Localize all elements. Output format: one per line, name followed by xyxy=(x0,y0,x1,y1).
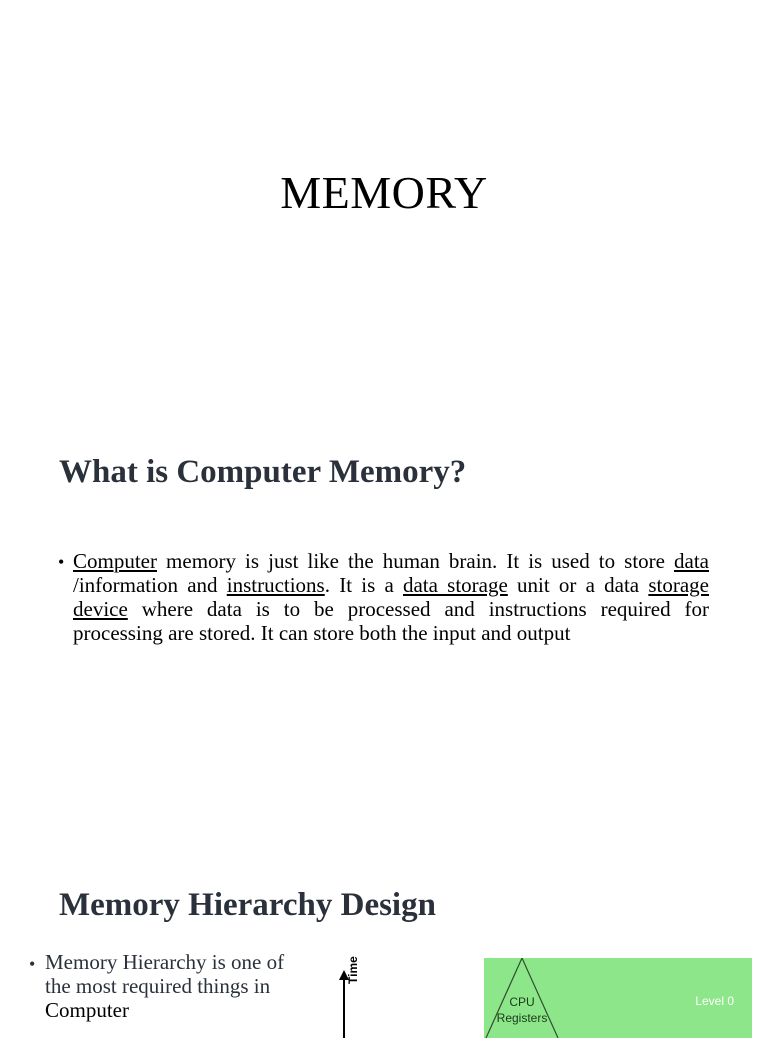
pyramid-level-number: Level 0 xyxy=(695,994,734,1008)
bullet-text xyxy=(45,950,285,1022)
link-computer[interactable]: Computer xyxy=(73,549,157,573)
bullet-marker: • xyxy=(29,954,36,974)
bullet-marker: • xyxy=(58,552,65,572)
link-data[interactable]: data xyxy=(674,549,709,573)
link-data-storage[interactable]: data storage xyxy=(402,573,508,597)
arrow-label: Time xyxy=(346,956,360,984)
bullet-text-part: Computer xyxy=(45,998,129,1022)
slide-memory-hierarchy xyxy=(0,860,768,1024)
slide-heading: Memory Hierarchy Design xyxy=(59,887,436,923)
paragraph-text: /information and xyxy=(73,573,227,597)
slide-heading: What is Computer Memory? xyxy=(59,454,467,490)
link-instructions[interactable]: instructions xyxy=(226,573,325,597)
bullet-text-part: Memory Hierarchy is one of the most required things in xyxy=(45,950,285,998)
hierarchy-pyramid xyxy=(484,958,752,1038)
paragraph-text: where data is to be processed and instructions required for processing are stored. It can store both the input and output xyxy=(73,597,709,645)
access-time-arrow xyxy=(336,956,366,1030)
slide-title-text: MEMORY xyxy=(280,167,488,218)
slide-computer-memory xyxy=(0,410,768,830)
link-storage-device[interactable]: storage device xyxy=(73,573,709,621)
paragraph-text: unit or a data xyxy=(507,573,649,597)
paragraph-text: memory is just like the human brain. It is used to store xyxy=(157,549,675,573)
definition-paragraph xyxy=(73,549,709,645)
pyramid-level-name: CPU Registers xyxy=(496,995,548,1025)
arrow-shaft xyxy=(343,978,345,1038)
slide-title xyxy=(0,0,768,400)
paragraph-text: . It is a xyxy=(324,573,403,597)
